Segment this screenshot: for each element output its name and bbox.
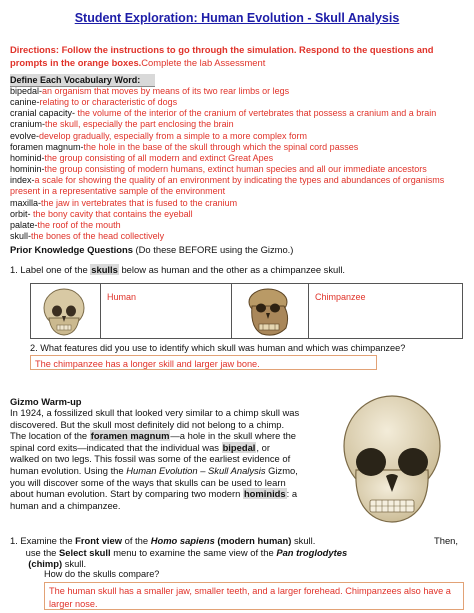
human-label: Human bbox=[107, 292, 137, 302]
vocab-item: maxilla-the jaw in vertebrates that is fused to the cranium bbox=[10, 197, 238, 208]
highlight-hominids: hominids bbox=[243, 488, 286, 500]
vocab-item: canine-relating to or characteristic of dogs bbox=[10, 97, 178, 108]
vocab-item: orbit- the bony cavity that contains the eyeball bbox=[10, 208, 193, 219]
warmup-paragraph: In 1924, a fossilized skull that looked very similar to a chimp skull was discovered. But the skull most definitely did not belong to a chimp. The location of the foramen magnum—a hole in the skull where the spinal cord exits—indicated that the individual was bipedal, or walked on two legs. This fossil was some of the earliest evidence of human evolution. Using the Human Evolution – Skull Analysis Gizmo, you will discover some of the ways that skulls can be used to learn about human evolution. Start by comparing two modern hominids: a human and a chimpanzee. bbox=[10, 407, 300, 511]
compare-question: How do the skulls compare? bbox=[44, 569, 160, 579]
chimp-label: Chimpanzee bbox=[315, 292, 366, 302]
skull-label-table bbox=[30, 283, 463, 339]
vocab-item: hominin-the group consisting of modern humans, extinct human species and all our immediate ancestors bbox=[10, 164, 427, 175]
prior-knowledge-heading: Prior Knowledge Questions (Do these BEFORE using the Gizmo.) bbox=[10, 244, 294, 255]
directions bbox=[10, 43, 462, 69]
vocab-item: index-a scale for showing the quality of an environment by indicating the types and abundances of organisms bbox=[10, 175, 445, 186]
vocab-item: cranium-the skull, especially the part enclosing the brain bbox=[10, 119, 234, 130]
highlight-skulls: skulls bbox=[91, 264, 118, 275]
answer-box-2[interactable]: The chimpanzee has a longer skill and larger jaw bone. bbox=[30, 355, 377, 370]
human-label-cell[interactable] bbox=[101, 284, 232, 338]
highlight-bipedal: bipedal bbox=[222, 441, 256, 453]
instruction-step-1: 1. Examine the Front view of the Homo sapiens (modern human) skull. Then, use the Select skull menu to examine the same view of the Pan troglodytes (chimp) skull. bbox=[10, 535, 458, 570]
chimp-skull-image bbox=[232, 284, 309, 338]
vocab-item: foramen magnum-the hole in the base of the skull through which the spinal cord passes bbox=[10, 141, 359, 152]
highlight-foramen-magnum: foramen magnum bbox=[90, 430, 170, 442]
vocab-item: evolve-develop gradually, especially from a simple to a more complex form bbox=[10, 130, 307, 141]
question-2: 2. What features did you use to identify which skull was human and which was chimpanzee? bbox=[30, 343, 406, 353]
vocab-item: cranial capacity- the volume of the interior of the cranium of vertebrates that possess a cranium and a brain bbox=[10, 108, 437, 119]
question-1: 1. Label one of the skulls below as human and the other as a chimpanzee skull. bbox=[10, 264, 346, 275]
directions-assessment: Complete the lab Assessment bbox=[141, 57, 266, 68]
vocab-item: bipedal-an organism that moves by means of its two rear limbs or legs bbox=[10, 86, 290, 96]
vocab-heading: Define Each Vocabulary Word: bbox=[10, 74, 155, 87]
warmup-heading: Gizmo Warm-up bbox=[10, 396, 82, 407]
answer-box-compare[interactable]: The human skull has a smaller jaw, smaller teeth, and a larger forehead. Chimpanzees also have a larger nose. bbox=[44, 582, 464, 610]
vocab-item: hominid-the group consisting of all modern and extinct Great Apes bbox=[10, 152, 274, 163]
human-skull-image bbox=[31, 284, 101, 338]
directions-text: Directions: Follow the instructions to go through the simulation. Respond to the questions and prompts in the orange boxes. bbox=[10, 44, 434, 68]
vocab-item: skull-the bones of the head collectively bbox=[10, 231, 165, 242]
page-title: Student Exploration: Human Evolution - Skull Analysis bbox=[74, 11, 400, 25]
vocab-item: palate-the roof of the mouth bbox=[10, 219, 121, 230]
vocab-list bbox=[10, 86, 470, 242]
vocab-item: present in a representative sample of the environment bbox=[10, 186, 226, 197]
human-skull-illustration bbox=[326, 394, 458, 532]
chimp-label-cell[interactable] bbox=[309, 284, 462, 338]
